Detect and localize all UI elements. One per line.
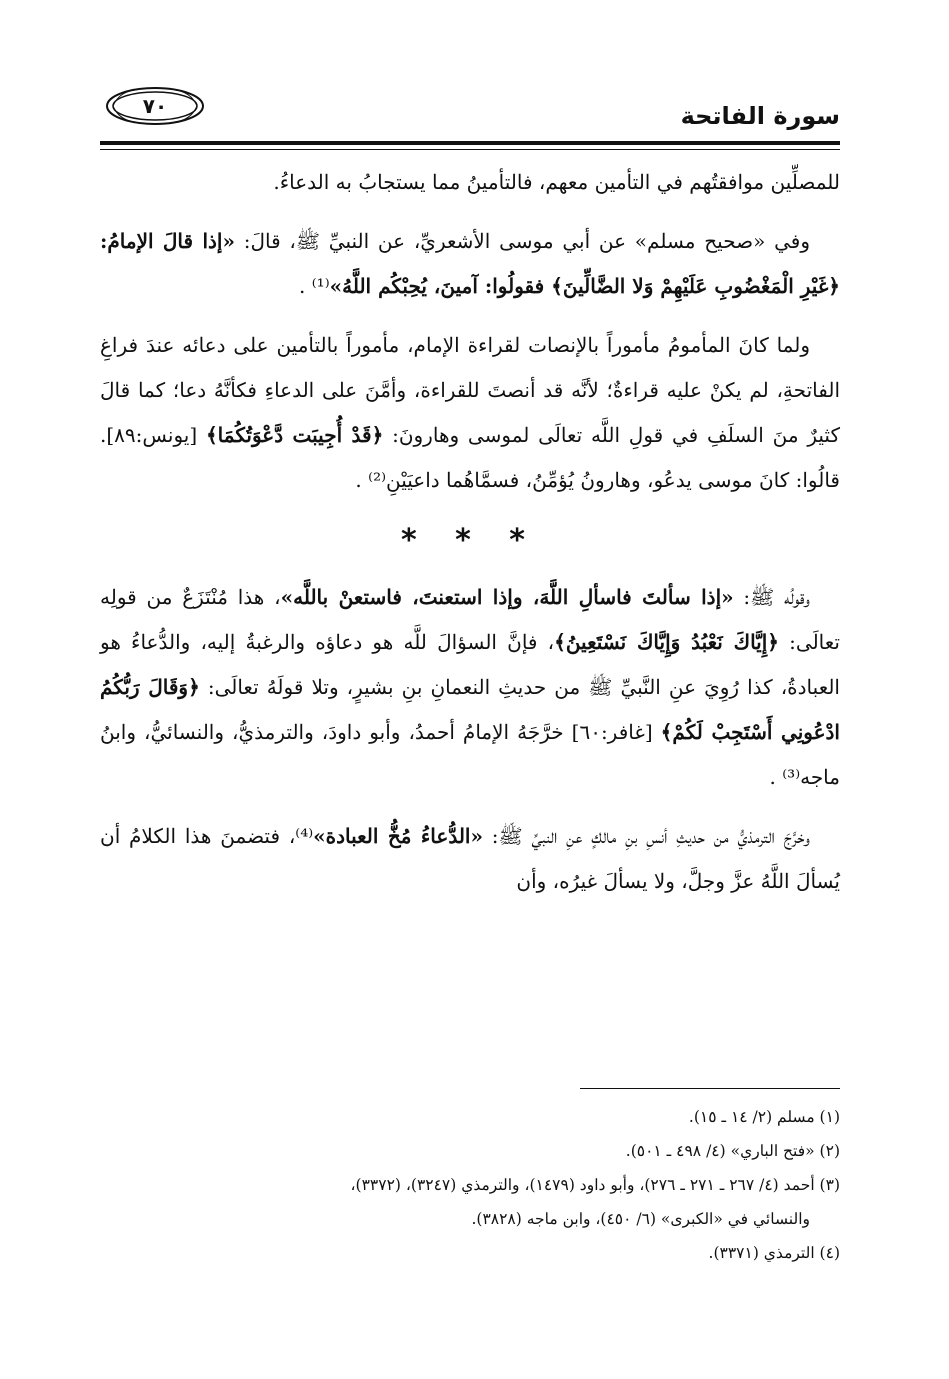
paragraph-3-text: ولما كانَ المأمومُ مأموراً بالإنصات لقراءة الإمام، مأموراً بالتأمين على دعائه عندَ فراغِ الفاتحةِ، لم يكنْ عليه قراءةٌ؛ لأنَّه قد أنصتَ للقراءة، وأمَّنَ على الدعاءِ فكأنَّهُ دعا؛ كما قالَ كثيرٌ منَ السلَفِ في قولِ اللَّه تعالَى لموسى وهارونَ: bbox=[100, 333, 840, 447]
paragraph-5-tail: ⁽⁴⁾، فتضمنَ هذا الكلامُ أن يُسألَ اللَّهُ عزَّ وجلَّ، ولا يسألَ غيرُه، وأن bbox=[100, 824, 840, 893]
main-text bbox=[100, 160, 840, 918]
footnote-4: (٤) الترمذي (٣٣٧١). bbox=[708, 1244, 840, 1262]
paragraph-5-text: وخرَّجَ الترمذيُّ من حديثِ أنسِ بنِ مالكٍ عنِ النبيِّ ﷺ: bbox=[482, 824, 810, 848]
footnote-1: (١) مسلم (٢/ ١٤ ـ ١٥). bbox=[688, 1108, 840, 1126]
footnote-rule bbox=[580, 1088, 840, 1089]
hadith-quote-3: «الدُّعاءُ مُخُّ العبادة» bbox=[313, 824, 483, 848]
footnote-3: (٣) أحمد (٤/ ٢٦٧ ـ ٢٧١ ـ ٢٧٦)، وأبو داود (١٤٧٩)، والترمذي (٣٢٤٧)، (٣٣٧٢)، bbox=[350, 1176, 840, 1194]
header-rule-thin bbox=[100, 149, 840, 150]
paragraph-3-tail: [يونس:٨٩]. قالُوا: كانَ موسى يدعُو، وهارونُ يُؤمِّنُ، فسمَّاهُما داعيَيْنِ⁽²⁾ . bbox=[100, 423, 840, 492]
paragraph-5 bbox=[100, 814, 840, 904]
page-number: ٧٠ bbox=[142, 94, 168, 118]
footnote-3-continued: والنسائي في «الكبرى» (٦/ ٤٥٠)، وابن ماجه (٣٨٢٨). bbox=[471, 1210, 810, 1228]
section-separator: * * * bbox=[401, 523, 539, 558]
paragraph-1 bbox=[100, 160, 840, 205]
paragraph-4-text-2: ، فإنَّ السؤالَ للَّه هو دعاؤه والرغبةُ إليه، والدُّعاءُ هو العبادةُ، كذا رُوِيَ عنِ النَّبيِّ ﷺ من حديثِ النعمانِ بنِ بشيرٍ، وتلا قولَهُ تعالَى: bbox=[100, 630, 840, 699]
page-number-badge bbox=[105, 86, 205, 126]
quran-verse-ghafir: ﴿وَقَالَ رَبُّكُمُ ادْعُونِي أَسْتَجِبْ لَكُمْ﴾ bbox=[100, 675, 840, 744]
paragraph-1-text: للمصلِّين موافقتُهم في التأمين معهم، فالتأمينُ مما يستجابُ به الدعاءُ. bbox=[273, 170, 840, 194]
hadith-quote: «إذا قالَ الإمامُ: ﴿غَيْرِ الْمَغْضُوبِ عَلَيْهِمْ وَلا الضَّالِّينَ﴾ فقولُوا: آمينَ، يُحِبْكُم اللَّهُ» bbox=[100, 229, 840, 298]
quran-verse-yunus: ﴿قَدْ أُجِيبَت دَّعْوَتُكُمَا﴾ bbox=[205, 423, 384, 447]
hadith-quote-2: «إذا سألتَ فاسألِ اللَّهَ، وإذا استعنتَ، فاستعنْ باللَّه» bbox=[280, 585, 734, 609]
paragraph-4-lead: وقولُه ﷺ: bbox=[733, 585, 810, 609]
paragraph-3 bbox=[100, 323, 840, 503]
page-header bbox=[100, 78, 840, 150]
header-rule-thick bbox=[100, 141, 840, 145]
paragraph-4 bbox=[100, 575, 840, 800]
paragraph-4-tail: [غافر:٦٠] خرَّجَهُ الإمامُ أحمدُ، وأبو داودَ، والترمذيُّ، والنسائيُّ، وابنُ ماجه⁽³⁾ . bbox=[100, 720, 840, 789]
paragraph-2-text: وفي «صحيح مسلم» عن أبي موسى الأشعريِّ، عن النبيِّ ﷺ، قالَ: bbox=[234, 229, 810, 253]
footnote-2: (٢) «فتح الباري» (٤/ ٤٩٨ ـ ٥٠١). bbox=[625, 1142, 840, 1160]
footnote-ref-1: ⁽¹⁾ . bbox=[299, 274, 330, 298]
paragraph-4-text-1: ، هذا مُنْتَزَعٌ من قولِه تعالَى: bbox=[100, 585, 840, 654]
quran-verse-fatiha: ﴿إِيَّاكَ نَعْبُدُ وَإِيَّاكَ نَسْتَعِينُ﴾ bbox=[554, 630, 780, 654]
paragraph-2 bbox=[100, 219, 840, 309]
running-title: سورة الفاتحة bbox=[680, 102, 840, 130]
footnotes bbox=[100, 1100, 840, 1270]
